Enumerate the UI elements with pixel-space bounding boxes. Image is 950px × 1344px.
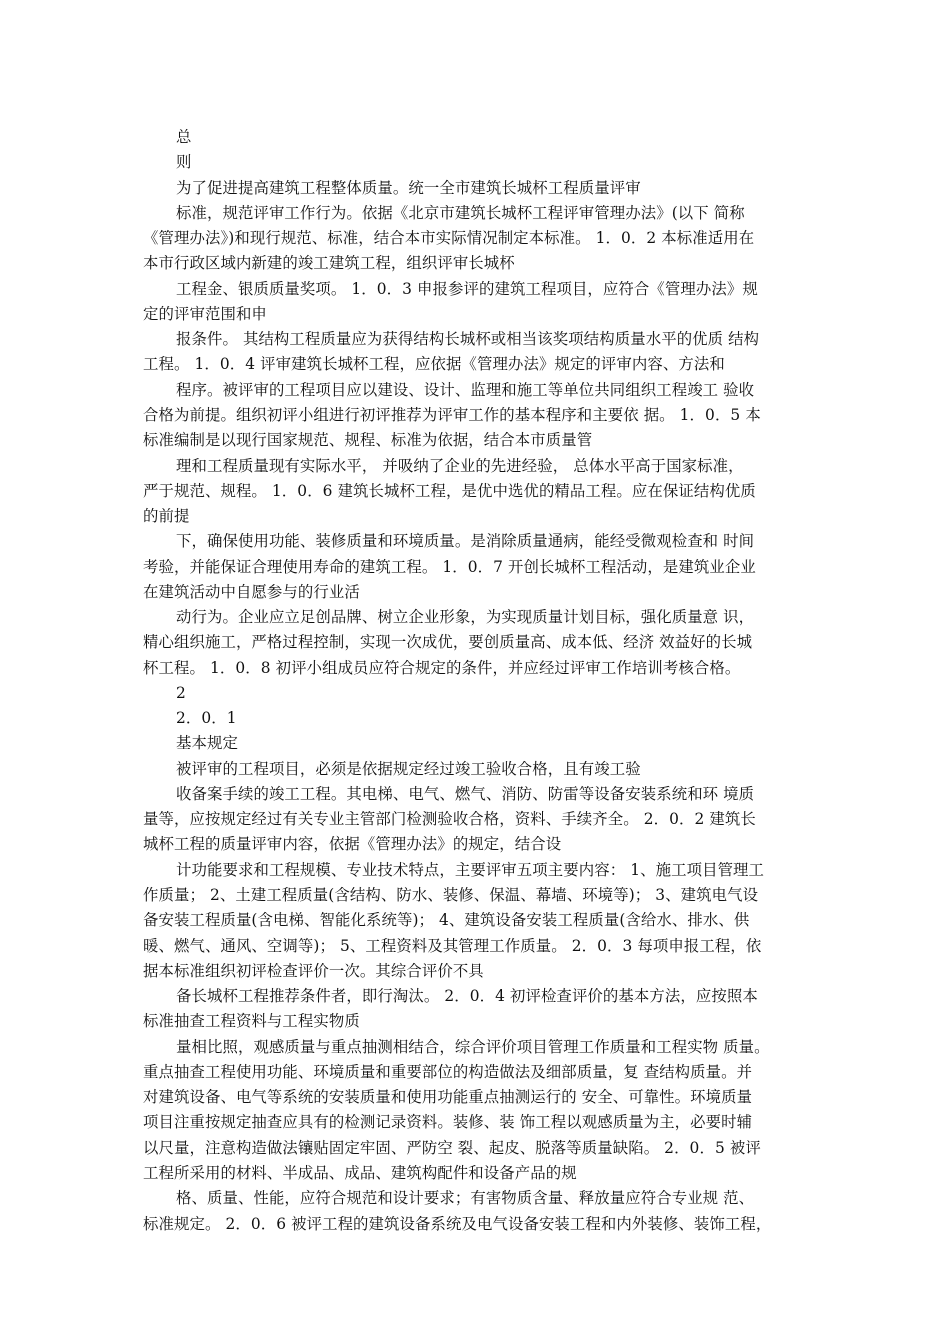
text-line: 项目注重按规定抽查应具有的检测记录资料。装修、装 饰工程以观感质量为主，必要时辅	[143, 1113, 753, 1131]
text-line: 备安装工程质量(含电梯、智能化系统等)； 4、建筑设备安装工程质量(含给水、排水、供	[143, 911, 750, 929]
text-line: 备长城杯工程推荐条件者，即行淘汰。 2．0．4 初评检查评价的基本方法，应按照本	[176, 987, 758, 1005]
heading-char-1: 总	[176, 128, 192, 146]
section-number: 2	[176, 684, 186, 702]
text-line: 工程金、银质质量奖项。 1．0．3 申报参评的建筑工程项目，应符合《管理办法》规	[176, 280, 758, 298]
text-line: 暖、燃气、通风、空调等)； 5、工程资料及其管理工作质量。 2．0．3 每项申报工程，依	[143, 937, 762, 955]
text-line: 合格为前提。组织初评小组进行初评推荐为评审工作的基本程序和主要依 据。 1．0．5 本	[143, 406, 761, 424]
text-line: 作质量； 2、土建工程质量(含结构、防水、装修、保温、幕墙、环境等)； 3、建筑电气设	[143, 886, 759, 904]
text-line: 本市行政区域内新建的竣工建筑工程，组织评审长城杯	[143, 254, 515, 272]
text-line: 严于规范、规程。 1．0．6 建筑长城杯工程，是优中选优的精品工程。应在保证结构优质	[143, 482, 756, 500]
text-line: 标准规定。 2．0．6 被评工程的建筑设备系统及电气设备安装工程和内外装修、装饰工程，	[143, 1215, 772, 1233]
text-line: 工程。 1．0．4 评审建筑长城杯工程，应依据《管理办法》规定的评审内容、方法和	[143, 355, 725, 373]
clause-number: 2．0．1	[176, 709, 237, 727]
text-line: 考验，并能保证合理使用寿命的建筑工程。 1．0．7 开创长城杯工程活动，是建筑业企业	[143, 558, 756, 576]
text-line: 的前提	[143, 507, 190, 525]
text-line: 格、质量、性能，应符合规范和设计要求；有害物质含量、释放量应符合专业规 范、	[176, 1189, 755, 1207]
text-line: 量相比照，观感质量与重点抽测相结合，综合评价项目管理工作质量和工程实物 质量。	[176, 1038, 770, 1056]
text-line: 理和工程质量现有实际水平， 并吸纳了企业的先进经验， 总体水平高于国家标准，	[176, 457, 744, 475]
text-line: 据本标准组织初评检查评价一次。其综合评价不具	[143, 962, 484, 980]
text-line: 在建筑活动中自愿参与的行业活	[143, 583, 360, 601]
section-title: 基本规定	[176, 734, 238, 752]
text-line: 对建筑设备、电气等系统的安装质量和使用功能重点抽测运行的 安全、可靠性。环境质量	[143, 1088, 753, 1106]
text-line: 工程所采用的材料、半成品、成品、建筑构配件和设备产品的规	[143, 1164, 577, 1182]
text-line: 重点抽查工程使用功能、环境质量和重要部位的构造做法及细部质量，复 查结构质量。并	[143, 1063, 753, 1081]
text-line: 动行为。企业应立足创品牌、树立企业形象，为实现质量计划目标，强化质量意 识，	[176, 608, 755, 626]
text-line: 《管理办法》)和现行规范、标准，结合本市实际情况制定本标准。 1．0．2 本标准适用在	[143, 229, 755, 247]
text-line: 为了促进提高建筑工程整体质量。统一全市建筑长城杯工程质量评审	[176, 179, 641, 197]
text-line: 城杯工程的质量评审内容，依据《管理办法》的规定，结合设	[143, 835, 562, 853]
text-line: 报条件。 其结构工程质量应为获得结构长城杯或相当该奖项结构质量水平的优质 结构	[176, 330, 760, 348]
text-line: 标准编制是以现行国家规范、规程、标准为依据，结合本市质量管	[143, 431, 593, 449]
text-line: 下，确保使用功能、装修质量和环境质量。是消除质量通病，能经受微观检查和 时间	[176, 532, 755, 550]
text-line: 定的评审范围和申	[143, 305, 267, 323]
text-line: 标准，规范评审工作行为。依据《北京市建筑长城杯工程评审管理办法》(以下 简称	[176, 204, 745, 222]
text-line: 被评审的工程项目，必须是依据规定经过竣工验收合格，且有竣工验	[176, 760, 641, 778]
text-line: 程序。被评审的工程项目应以建设、设计、监理和施工等单位共同组织工程竣工 验收	[176, 381, 755, 399]
heading-char-2: 则	[176, 153, 192, 171]
text-line: 收备案手续的竣工工程。其电梯、电气、燃气、消防、防雷等设备安装系统和环 境质	[176, 785, 755, 803]
text-line: 以尺量，注意构造做法镶贴固定牢固、严防空 裂、起皮、脱落等质量缺陷。 2．0．5 被评	[143, 1139, 761, 1157]
text-line: 计功能要求和工程规模、专业技术特点，主要评审五项主要内容： 1、施工项目管理工	[176, 861, 765, 879]
text-line: 量等，应按规定经过有关专业主管部门检测验收合格，资料、手续齐全。 2．0．2 建筑长	[143, 810, 756, 828]
text-line: 杯工程。 1．0．8 初评小组成员应符合规定的条件，并应经过评审工作培训考核合格。	[143, 659, 741, 677]
text-line: 标准抽查工程资料与工程实物质	[143, 1012, 360, 1030]
text-line: 精心组织施工，严格过程控制，实现一次成优，要创质量高、成本低、经济 效益好的长城	[143, 633, 753, 651]
